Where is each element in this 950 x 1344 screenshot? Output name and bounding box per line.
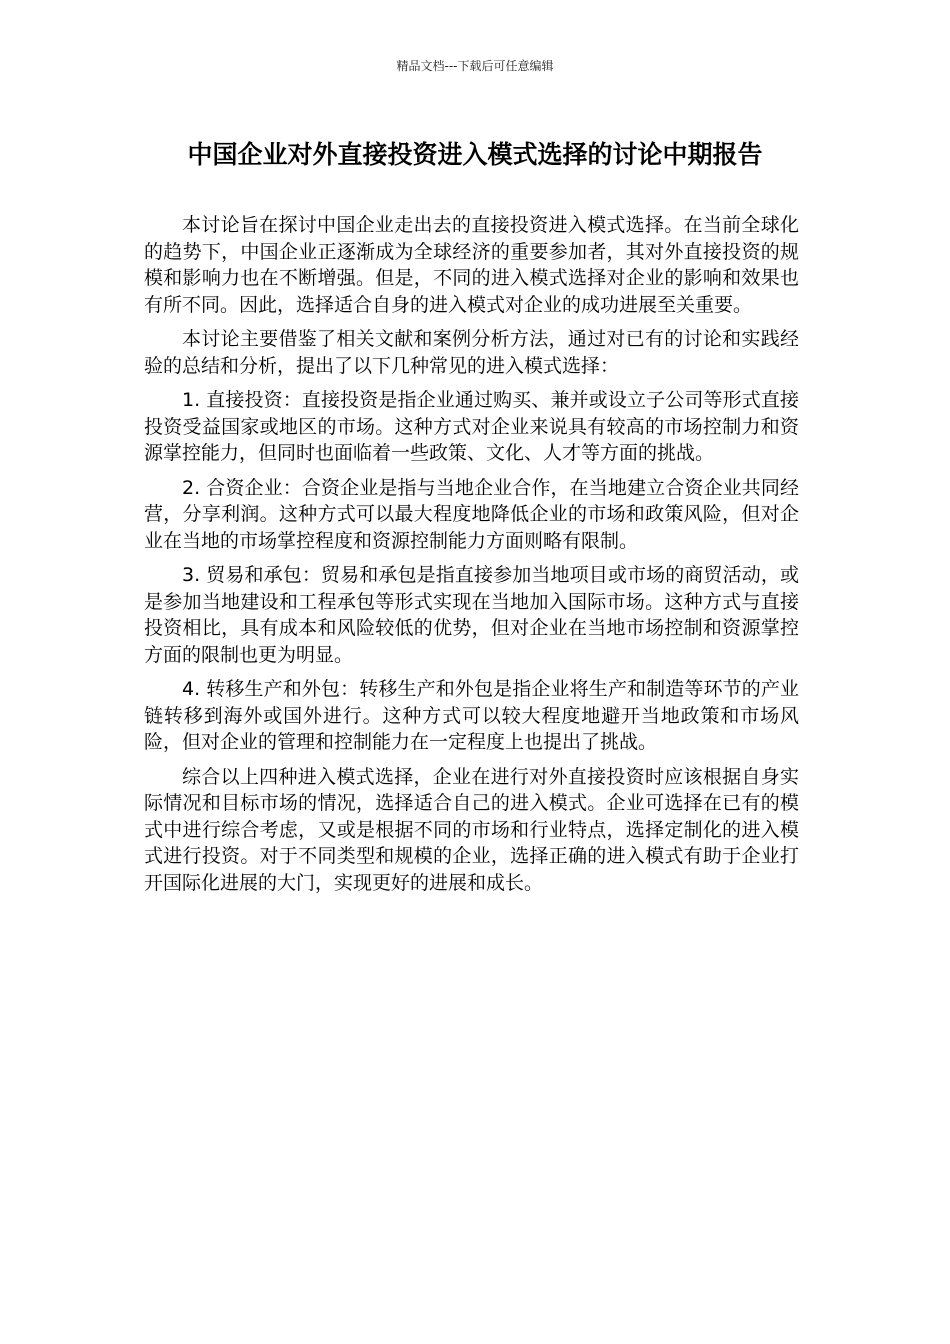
paragraph-intro: 本讨论旨在探讨中国企业走出去的直接投资进入模式选择。在当前全球化的趋势下，中国企业正逐渐成为全球经济的重要参加者，其对外直接投资的规模和影响力也在不断增强。但是，不同的进入模式选择对企业的影响和效果也有所不同。因此，选择适合自身的进入模式对企业的成功进展至关重要。 [144, 214, 799, 316]
header-note: 精品文档---下载后可任意编辑 [396, 59, 554, 73]
paragraph-method: 本讨论主要借鉴了相关文献和案例分析方法，通过对已有的讨论和实践经验的总结和分析，提出了以下几种常见的进入模式选择： [144, 328, 799, 377]
document-body [144, 212, 799, 904]
paragraph-mode-trade-contracting: 3. 贸易和承包：贸易和承包是指直接参加当地项目或市场的商贸活动，或是参加当地建设和工程承包等形式实现在当地加入国际市场。这种方式与直接投资相比，具有成本和风险较低的优势，但对企业在当地市场控制和资源掌控方面的限制也更为明显。 [144, 564, 799, 666]
paragraph-conclusion: 综合以上四种进入模式选择，企业在进行对外直接投资时应该根据自身实际情况和目标市场的情况，选择适合自己的进入模式。企业可选择在已有的模式中进行综合考虑，又或是根据不同的市场和行业特点，选择定制化的进入模式进行投资。对于不同类型和规模的企业，选择正确的进入模式有助于企业打开国际化进展的大门，实现更好的进展和成长。 [144, 765, 799, 894]
page-title: 中国企业对外直接投资进入模式选择的讨论中期报告 [187, 140, 763, 169]
paragraph-mode-joint-venture: 2. 合资企业：合资企业是指与当地企业合作，在当地建立合资企业共同经营，分享利润。这种方式可以最大程度地降低企业的市场和政策风险，但对企业在当地的市场掌控程度和资源控制能力方面则略有限制。 [144, 476, 799, 552]
paragraph-mode-outsourcing: 4. 转移生产和外包：转移生产和外包是指企业将生产和制造等环节的产业链转移到海外或国外进行。这种方式可以较大程度地避开当地政策和市场风险，但对企业的管理和控制能力在一定程度上也提出了挑战。 [144, 678, 799, 753]
paragraph-mode-direct-investment: 1. 直接投资：直接投资是指企业通过购买、兼并或设立子公司等形式直接投资受益国家或地区的市场。这种方式对企业来说具有较高的市场控制力和资源掌控能力，但同时也面临着一些政策、文化、人才等方面的挑战。 [144, 389, 799, 464]
